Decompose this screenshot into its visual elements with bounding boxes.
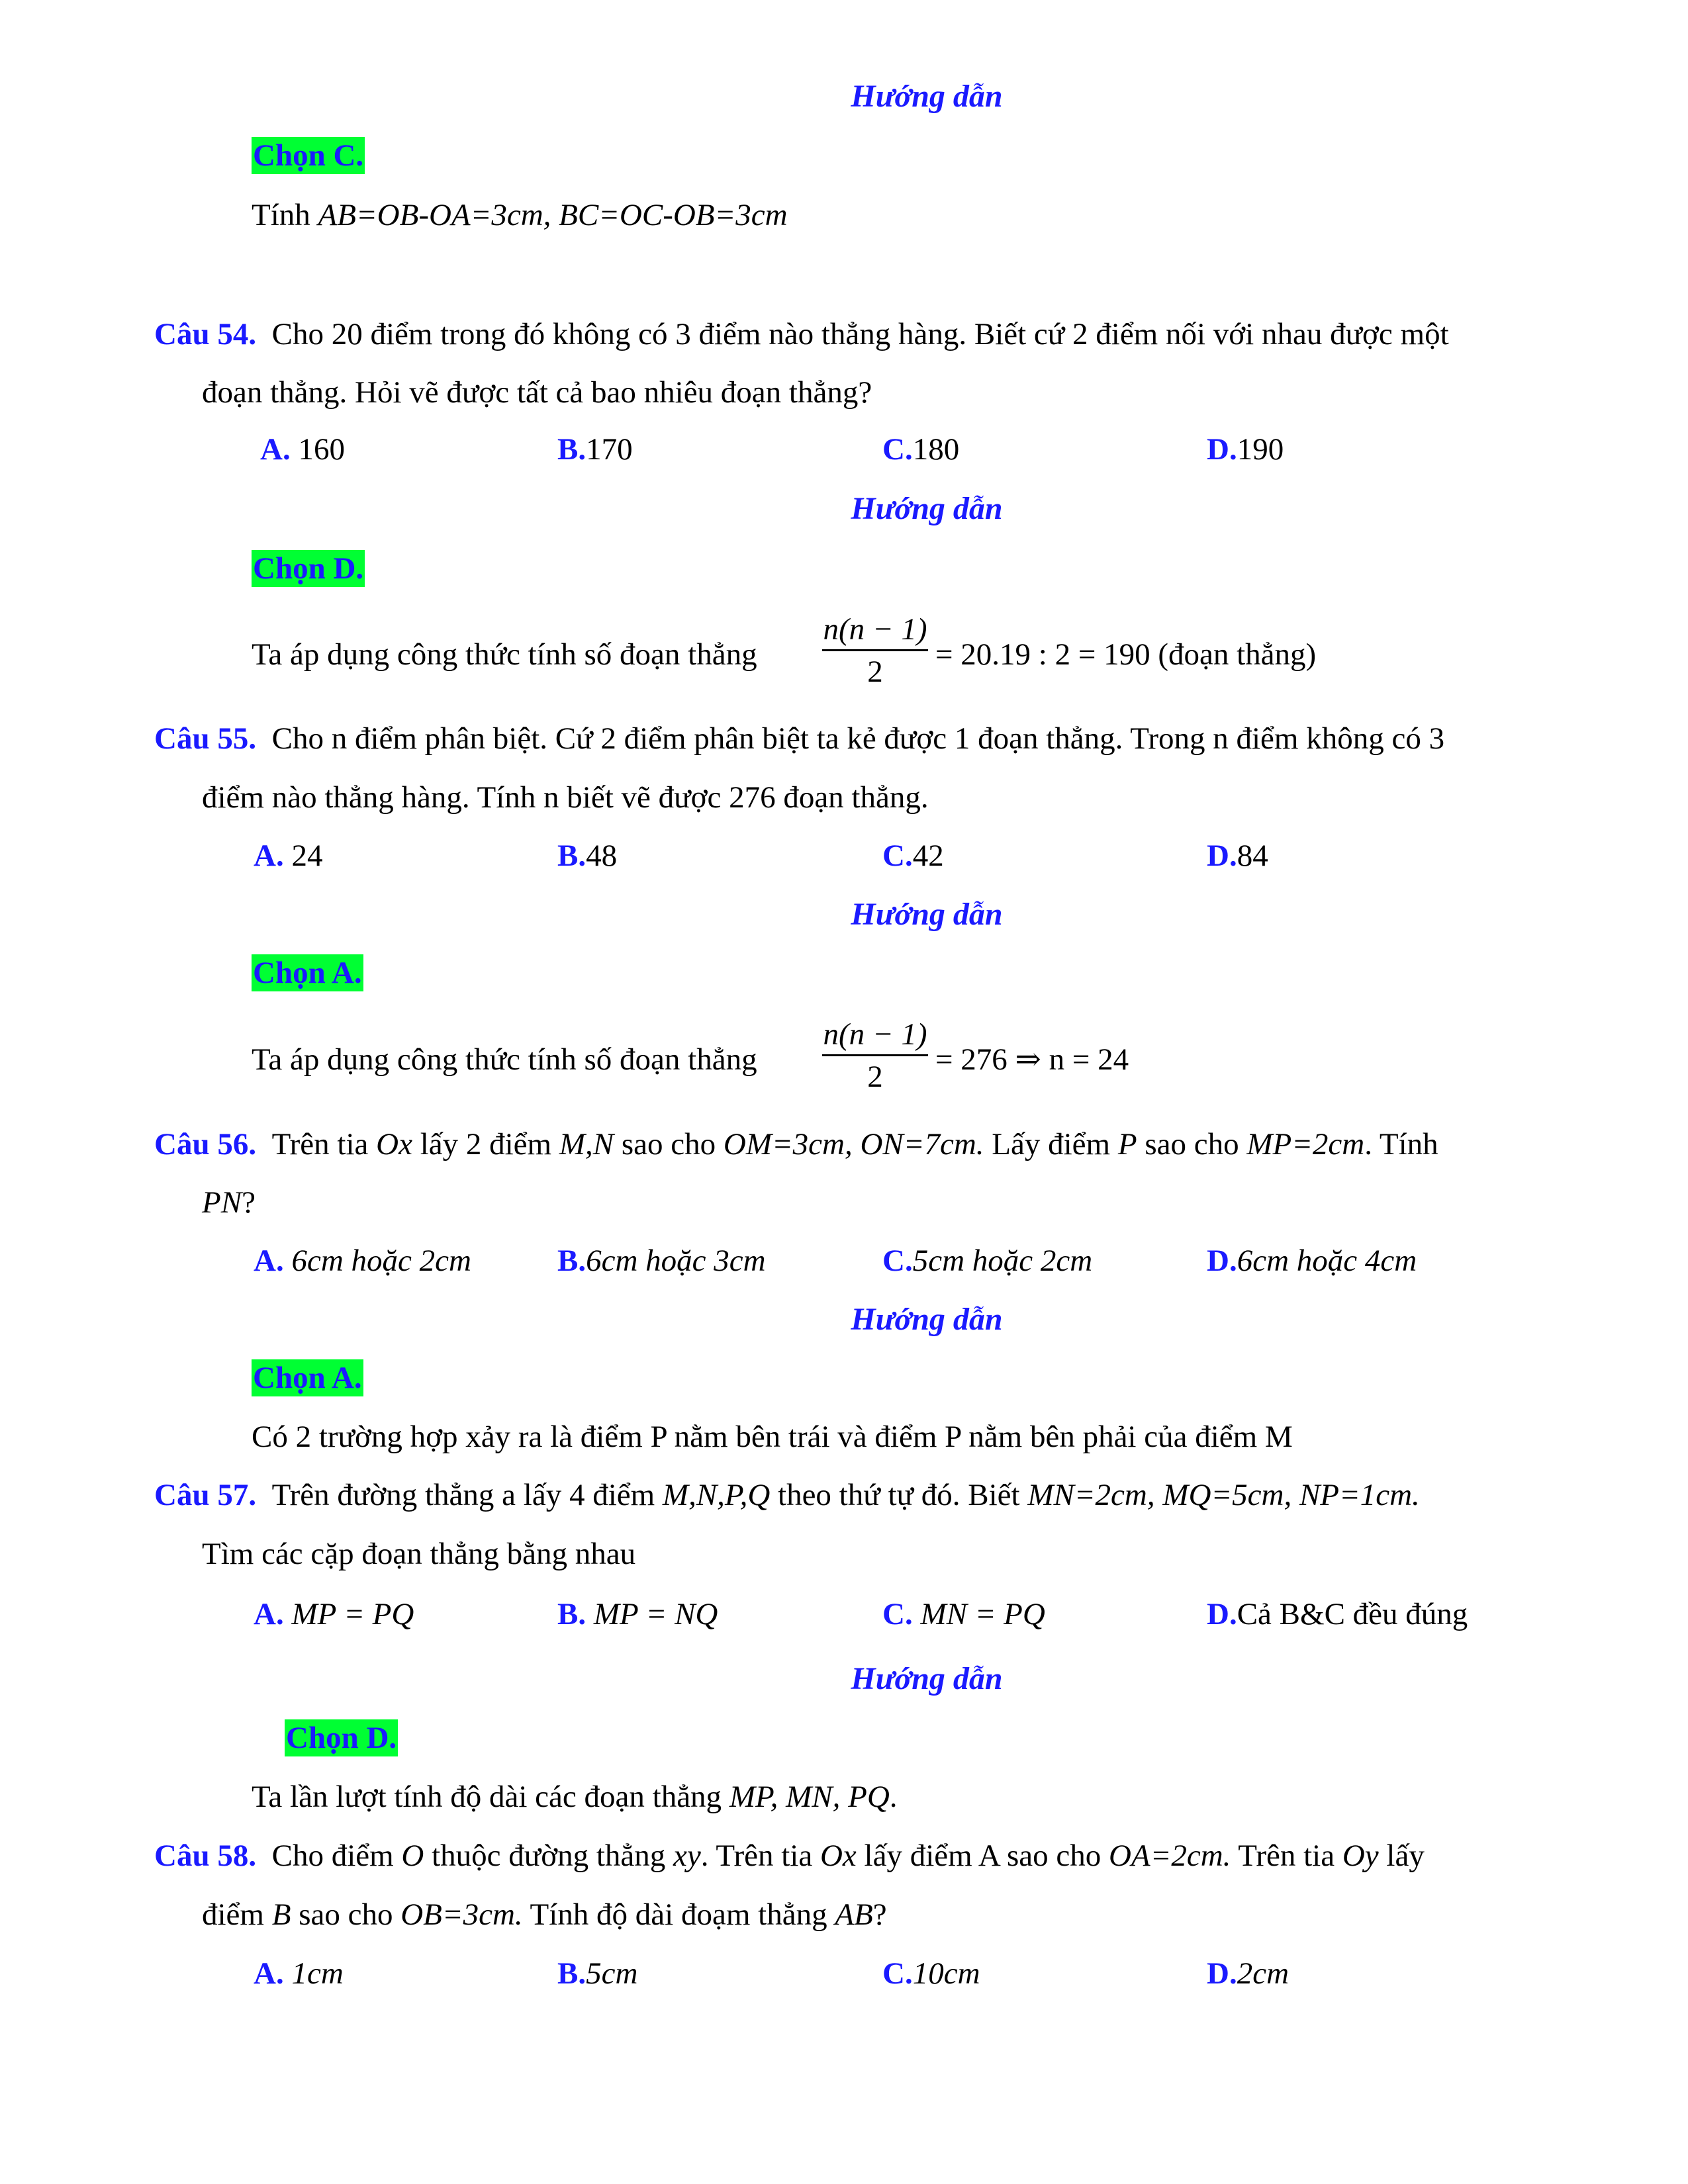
option-text: 1cm xyxy=(283,1956,344,1991)
option-text: 42 xyxy=(912,839,944,873)
option-text: MN = PQ xyxy=(912,1597,1045,1631)
solution-prefix: Ta lần lượt tính độ dài các đoạn thẳng xyxy=(252,1780,729,1814)
option-d xyxy=(1207,841,1268,872)
solution-text: Ta áp dụng công thức tính số đoạn thẳng xyxy=(252,1042,757,1077)
option-letter: D. xyxy=(1207,1956,1237,1991)
option-letter: C. xyxy=(882,432,913,467)
option-letter: C. xyxy=(882,839,913,873)
option-b xyxy=(557,1599,718,1630)
fraction-denominator: 2 xyxy=(867,1060,883,1094)
option-text: 160 xyxy=(290,432,345,467)
fraction-bar xyxy=(822,1054,928,1056)
text-part: điểm xyxy=(202,1897,272,1932)
option-letter: A. xyxy=(254,1244,284,1278)
option-letter: C. xyxy=(882,1244,913,1278)
solution-text: Có 2 trường hợp xảy ra là điểm P nằm bên trái và điểm P nằm bên phải của điểm M xyxy=(252,1420,1293,1454)
option-letter: B. xyxy=(557,1597,586,1631)
question-54-line-1 xyxy=(154,319,1449,350)
option-c xyxy=(882,1246,1092,1277)
option-letter: C. xyxy=(882,1597,913,1631)
option-d xyxy=(1207,1958,1289,1989)
option-text: MP = PQ xyxy=(283,1597,414,1631)
option-text: MP = NQ xyxy=(586,1597,718,1631)
solution-result: = 276 ⇒ n = 24 xyxy=(935,1042,1129,1077)
solution-line xyxy=(252,200,788,231)
text-part: AB xyxy=(835,1897,873,1932)
guide-heading: Hướng dẫn xyxy=(851,491,1003,526)
option-b xyxy=(557,434,633,465)
question-number: Câu 56. xyxy=(154,1127,257,1161)
option-letter: D. xyxy=(1207,1244,1237,1278)
question-56-line-1 xyxy=(154,1129,1438,1160)
text-part: MP=2cm xyxy=(1246,1127,1365,1161)
option-letter: A. xyxy=(254,839,284,873)
text-part: sao cho xyxy=(1137,1127,1247,1161)
guide-heading: Hướng dẫn xyxy=(851,1661,1003,1696)
question-57-line-1 xyxy=(154,1480,1420,1511)
text-part: O xyxy=(401,1839,424,1873)
option-text: 10cm xyxy=(912,1956,980,1991)
option-letter: B. xyxy=(557,1956,586,1991)
question-55-line-2: điểm nào thẳng hàng. Tính n biết vẽ được 276 đoạn thẳng. xyxy=(202,780,929,815)
option-text: 84 xyxy=(1237,839,1268,873)
option-text: 48 xyxy=(586,839,618,873)
question-55-line-1 xyxy=(154,723,1444,754)
question-58-line-2 xyxy=(202,1899,887,1931)
choose-label: Chọn A. xyxy=(253,956,362,990)
option-c xyxy=(882,1958,980,1989)
fraction-denominator: 2 xyxy=(867,655,883,689)
option-text: 5cm xyxy=(586,1956,638,1991)
question-number: Câu 58. xyxy=(154,1839,257,1873)
option-text: 24 xyxy=(283,839,323,873)
option-b xyxy=(557,841,617,872)
text-part: sao cho xyxy=(614,1127,724,1161)
question-57-line-2: Tìm các cặp đoạn thẳng bằng nhau xyxy=(202,1537,636,1571)
question-number: Câu 54. xyxy=(154,317,257,351)
option-letter: C. xyxy=(882,1956,913,1991)
text-part: MN=2cm, MQ=5cm, NP=1cm. xyxy=(1027,1478,1420,1512)
option-b xyxy=(557,1246,766,1277)
solution-result: = 20.19 : 2 = 190 (đoạn thẳng) xyxy=(935,637,1317,672)
option-c xyxy=(882,841,944,872)
option-a xyxy=(254,1599,414,1630)
text-part: lấy điểm A sao cho xyxy=(856,1839,1109,1873)
choose-label: Chọn C. xyxy=(253,138,364,173)
option-letter: D. xyxy=(1207,839,1237,873)
text-part: Trên đường thẳng a lấy 4 điểm xyxy=(271,1478,663,1512)
option-d xyxy=(1207,1246,1417,1277)
option-letter: A. xyxy=(254,1956,284,1991)
fraction-bar xyxy=(822,649,928,651)
answer-choice xyxy=(252,958,363,989)
text-part: OM=3cm, ON=7cm. xyxy=(723,1127,984,1161)
text-part: Trên tia xyxy=(1231,1839,1342,1873)
option-text: 6cm hoặc 3cm xyxy=(586,1244,766,1278)
text-part: Lấy điểm xyxy=(984,1127,1118,1161)
question-text: Cho 20 điểm trong đó không có 3 điểm nào thẳng hàng. Biết cứ 2 điểm nối với nhau được một xyxy=(271,317,1449,351)
text-part: PN xyxy=(202,1185,242,1220)
text-part: . Trên tia xyxy=(700,1839,820,1873)
question-56-line-2 xyxy=(202,1187,256,1218)
text-part: Cho điểm xyxy=(271,1839,402,1873)
text-part: Tính độ dài đoạm thẳng xyxy=(522,1897,835,1932)
text-part: lấy 2 điểm xyxy=(412,1127,559,1161)
option-a xyxy=(260,434,345,465)
text-part: lấy xyxy=(1378,1839,1425,1873)
text-part: ? xyxy=(242,1185,256,1220)
option-d xyxy=(1207,434,1284,465)
option-text: 170 xyxy=(586,432,633,467)
question-54-line-2: đoạn thẳng. Hỏi vẽ được tất cả bao nhiêu đoạn thẳng? xyxy=(202,375,872,410)
text-part: OA=2cm. xyxy=(1108,1839,1231,1873)
solution-suffix: . xyxy=(889,1780,898,1814)
option-letter: B. xyxy=(557,432,586,467)
option-a xyxy=(254,1246,471,1277)
text-part: Ox xyxy=(376,1127,412,1161)
question-58-line-1 xyxy=(154,1841,1425,1872)
answer-choice xyxy=(285,1723,398,1754)
answer-choice xyxy=(252,140,365,171)
option-b xyxy=(557,1958,637,1989)
choose-label: Chọn D. xyxy=(286,1721,397,1755)
fraction-numerator: n(n − 1) xyxy=(823,612,927,647)
option-letter: D. xyxy=(1207,432,1237,467)
text-part: P xyxy=(1117,1127,1137,1161)
question-text: Cho n điểm phân biệt. Cứ 2 điểm phân biệt ta kẻ được 1 đoạn thẳng. Trong n điểm không có 3 xyxy=(271,721,1445,756)
text-part: xy xyxy=(673,1839,701,1873)
option-text: 180 xyxy=(912,432,960,467)
fraction-numerator: n(n − 1) xyxy=(823,1017,927,1052)
option-letter: A. xyxy=(260,432,291,467)
option-text: 6cm hoặc 4cm xyxy=(1237,1244,1417,1278)
text-part: sao cho xyxy=(291,1897,401,1932)
option-letter: B. xyxy=(557,1244,586,1278)
text-part: theo thứ tự đó. Biết xyxy=(770,1478,1028,1512)
text-part: M,N,P,Q xyxy=(662,1478,771,1512)
text-part: . Tính xyxy=(1364,1127,1438,1161)
option-c xyxy=(882,1599,1045,1630)
solution-line xyxy=(252,1782,898,1813)
solution-prefix: Tính xyxy=(252,198,318,232)
text-part: Oy xyxy=(1342,1839,1379,1873)
option-d xyxy=(1207,1599,1468,1630)
solution-text: Ta áp dụng công thức tính số đoạn thẳng xyxy=(252,637,757,672)
guide-heading: Hướng dẫn xyxy=(851,1302,1003,1337)
fraction-formula xyxy=(822,1019,928,1093)
question-number: Câu 55. xyxy=(154,721,257,756)
solution-segments: MP, MN, PQ xyxy=(729,1780,890,1814)
answer-choice xyxy=(252,1363,363,1394)
option-text: 5cm hoặc 2cm xyxy=(912,1244,1093,1278)
text-part: OB=3cm. xyxy=(400,1897,523,1932)
text-part: M,N xyxy=(559,1127,614,1161)
option-a xyxy=(254,841,322,872)
solution-formula: AB=OB-OA=3cm, BC=OC-OB=3cm xyxy=(318,198,788,232)
option-a xyxy=(254,1958,344,1989)
option-text: 2cm xyxy=(1237,1956,1289,1991)
text-part: Trên tia xyxy=(271,1127,377,1161)
text-part: thuộc đường thẳng xyxy=(424,1839,674,1873)
text-part: ? xyxy=(872,1897,887,1932)
option-letter: B. xyxy=(557,839,586,873)
choose-label: Chọn A. xyxy=(253,1361,362,1395)
text-part: B xyxy=(271,1897,291,1932)
option-text: 6cm hoặc 2cm xyxy=(283,1244,471,1278)
option-letter: A. xyxy=(254,1597,284,1631)
option-text: Cả B&C đều đúng xyxy=(1237,1597,1468,1631)
answer-choice xyxy=(252,553,365,584)
text-part: Ox xyxy=(820,1839,857,1873)
option-letter: D. xyxy=(1207,1597,1237,1631)
guide-heading: Hướng dẫn xyxy=(851,897,1003,932)
option-c xyxy=(882,434,959,465)
question-number: Câu 57. xyxy=(154,1478,257,1512)
guide-heading: Hướng dẫn xyxy=(851,79,1003,114)
fraction-formula xyxy=(822,614,928,688)
choose-label: Chọn D. xyxy=(253,551,364,586)
option-text: 190 xyxy=(1237,432,1284,467)
